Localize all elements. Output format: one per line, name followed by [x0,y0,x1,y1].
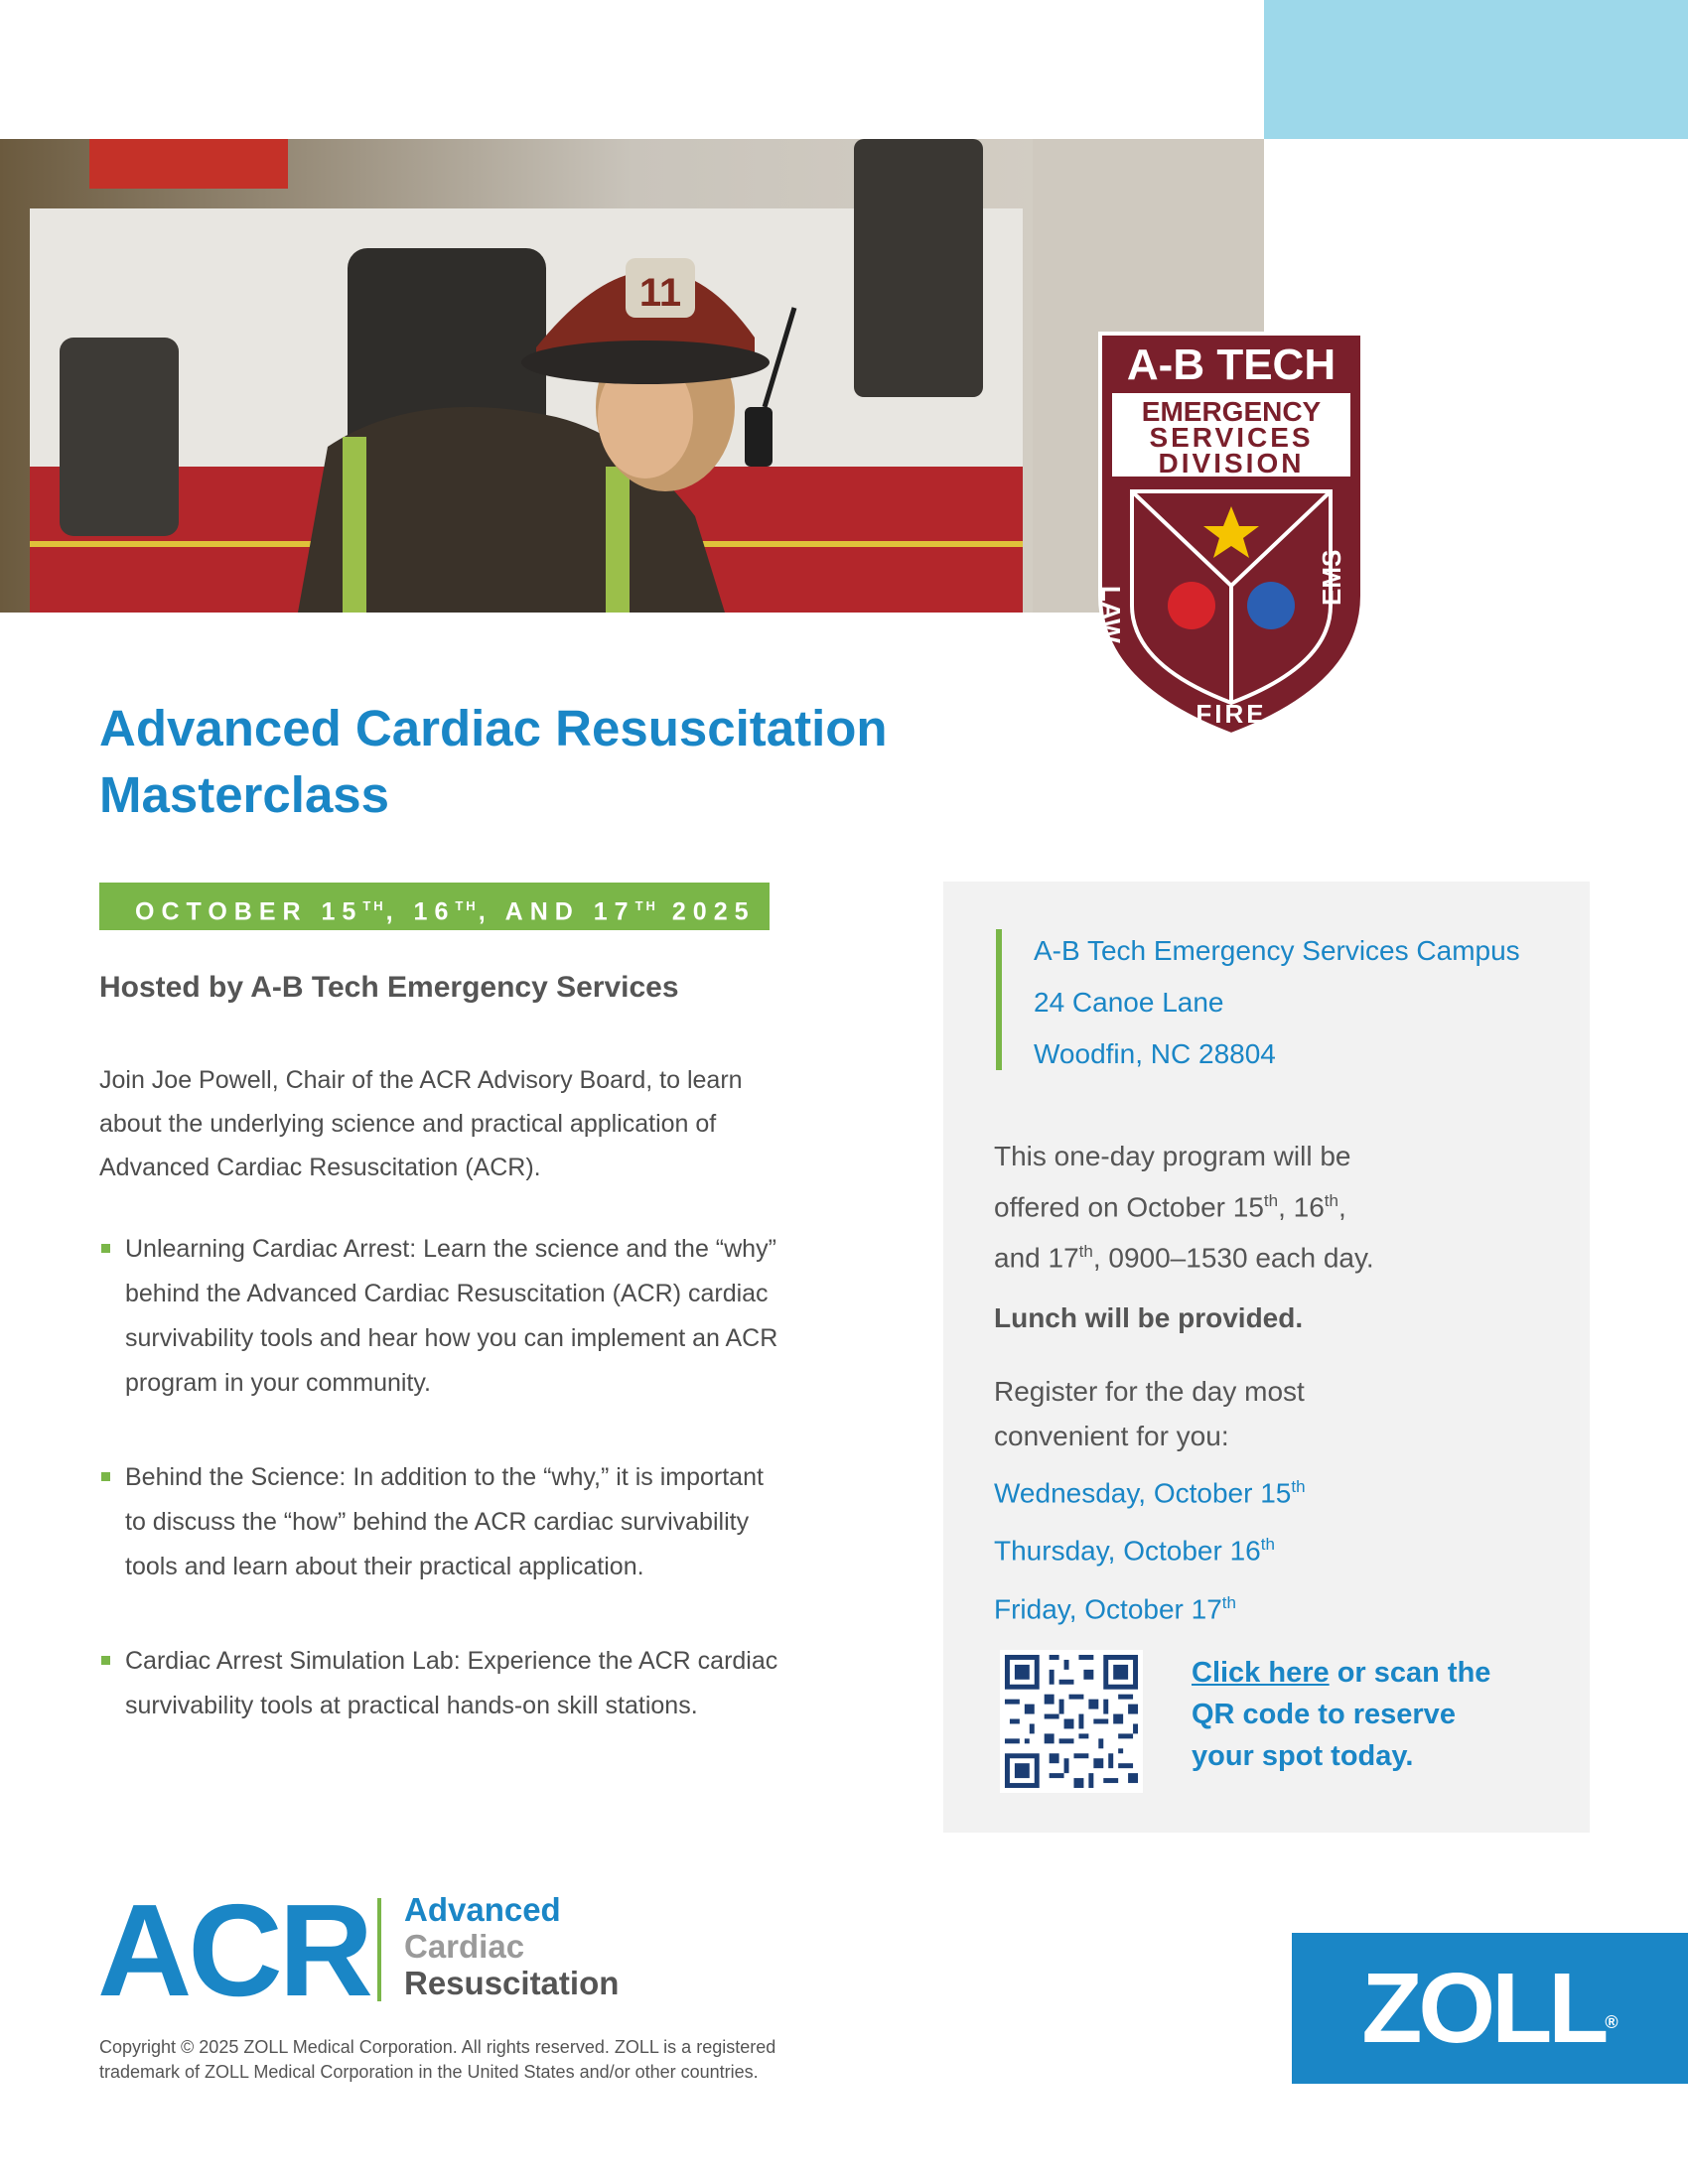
copyright-notice [99,2035,775,2085]
program-description [994,1134,1374,1281]
acr-word-cardiac: Cardiac [404,1928,525,1965]
registered-mark: ® [1605,2012,1618,2032]
bullet-line: Cardiac Arrest Simulation Lab: Experience the ACR cardiac [125,1647,778,1675]
intro-line: about the underlying science and practical application of [99,1110,717,1138]
hero-photo [0,139,1264,613]
badge-ems: EMS [1317,549,1346,606]
cta-text: or scan the [1329,1657,1491,1689]
address-line: Woodfin, NC 28804 [1034,1038,1276,1069]
bullet-square-icon [101,1472,110,1481]
intro-paragraph [99,1058,834,1189]
acr-word-advanced: Advanced [404,1891,561,1928]
svg-text:11: 11 [638,271,682,315]
page-title [99,695,953,828]
acr-logo-mark: ACR [97,1877,369,2023]
session-day-wednesday: Wednesday, October 15th [994,1477,1306,1509]
date-text: OCTOBER 15 [135,897,363,926]
bullet-line: tools and learn about their practical application. [125,1553,644,1580]
bullet-line: Behind the Science: In addition to the “why,” it is important [125,1463,764,1491]
badge-law: LAW [1096,586,1126,643]
session-days-list [994,1461,1306,1635]
session-day-friday: Friday, October 17th [994,1592,1236,1624]
session-day-thursday: Thursday, October 16th [994,1535,1275,1567]
address-line: A-B Tech Emergency Services Campus [1034,935,1520,966]
copyright-line: trademark of ZOLL Medical Corporation in the United States and/or other countries. [99,2062,759,2082]
venue-address [1034,925,1520,1080]
firefighter-photo-illustration [0,139,1264,613]
date-sup: TH [362,898,386,913]
maltese-cross-icon [1168,582,1215,629]
title-line-2: Masterclass [99,766,390,823]
bullet-line: behind the Advanced Cardiac Resuscitation (ACR) cardiac [125,1280,769,1307]
ab-tech-badge-logo [1092,328,1370,745]
top-accent-bar [1264,0,1688,139]
date-sup: TH [634,898,658,913]
date-text: 2025 [657,897,756,926]
date-banner [99,883,770,930]
copyright-line: Copyright © 2025 ZOLL Medical Corporation. All rights reserved. ZOLL is a registered [99,2037,776,2057]
cta-line-1 [1192,1652,1490,1694]
date-text: , AND 17 [478,897,635,926]
registration-call-to-action [1192,1652,1490,1777]
address-line: 24 Canoe Lane [1034,987,1224,1018]
acr-logo-divider [377,1898,381,2001]
acr-logo-wordmark [404,1891,619,2001]
hosted-by-line: Hosted by A-B Tech Emergency Services [99,971,679,1004]
program-line: offered on October 15th, 16th, [994,1191,1346,1223]
intro-line: Join Joe Powell, Chair of the ACR Advisory Board, to learn [99,1066,743,1094]
badge-line2: EMERGENCY [1141,396,1322,427]
title-line-1: Advanced Cardiac Resuscitation [99,700,888,756]
click-here-link[interactable]: Click here [1192,1657,1330,1689]
badge-fire: FIRE [1196,699,1267,729]
lunch-note: Lunch will be provided. [994,1302,1304,1333]
date-text: , 16 [385,897,456,926]
badge-line4: DIVISION [1158,448,1305,478]
register-line: convenient for you: [994,1421,1229,1451]
bullet-line: survivability tools and hear how you can implement an ACR [125,1324,778,1352]
bullet-line: program in your community. [125,1369,431,1397]
badge-line3: SERVICES [1149,422,1314,453]
intro-line: Advanced Cardiac Resuscitation (ACR). [99,1154,541,1181]
zoll-logo [1292,1933,1688,2084]
acr-word-resuscitation: Resuscitation [404,1965,620,2001]
bullet-line: to discuss the “how” behind the ACR cardiac survivability [125,1508,750,1536]
program-line: and 17th, 0900–1530 each day. [994,1242,1374,1274]
date-sup: TH [455,898,479,913]
bullet-square-icon [101,1244,110,1253]
register-prompt [994,1369,1305,1458]
bullet-square-icon [101,1656,110,1665]
zoll-logo-text: ZOLL [1361,1953,1606,2064]
bullet-line: Unlearning Cardiac Arrest: Learn the science and the “why” [125,1235,776,1263]
star-of-life-icon [1247,582,1295,629]
cta-line-3: your spot today. [1192,1740,1414,1772]
cta-line-2: QR code to reserve [1192,1699,1456,1730]
register-line: Register for the day most [994,1376,1305,1407]
program-line: This one-day program will be [994,1141,1351,1171]
bullet-line: survivability tools at practical hands-on skill stations. [125,1692,698,1719]
address-accent-bar [996,929,1002,1070]
qr-code-icon[interactable] [1000,1650,1143,1793]
badge-line1: A-B TECH [1126,341,1336,389]
